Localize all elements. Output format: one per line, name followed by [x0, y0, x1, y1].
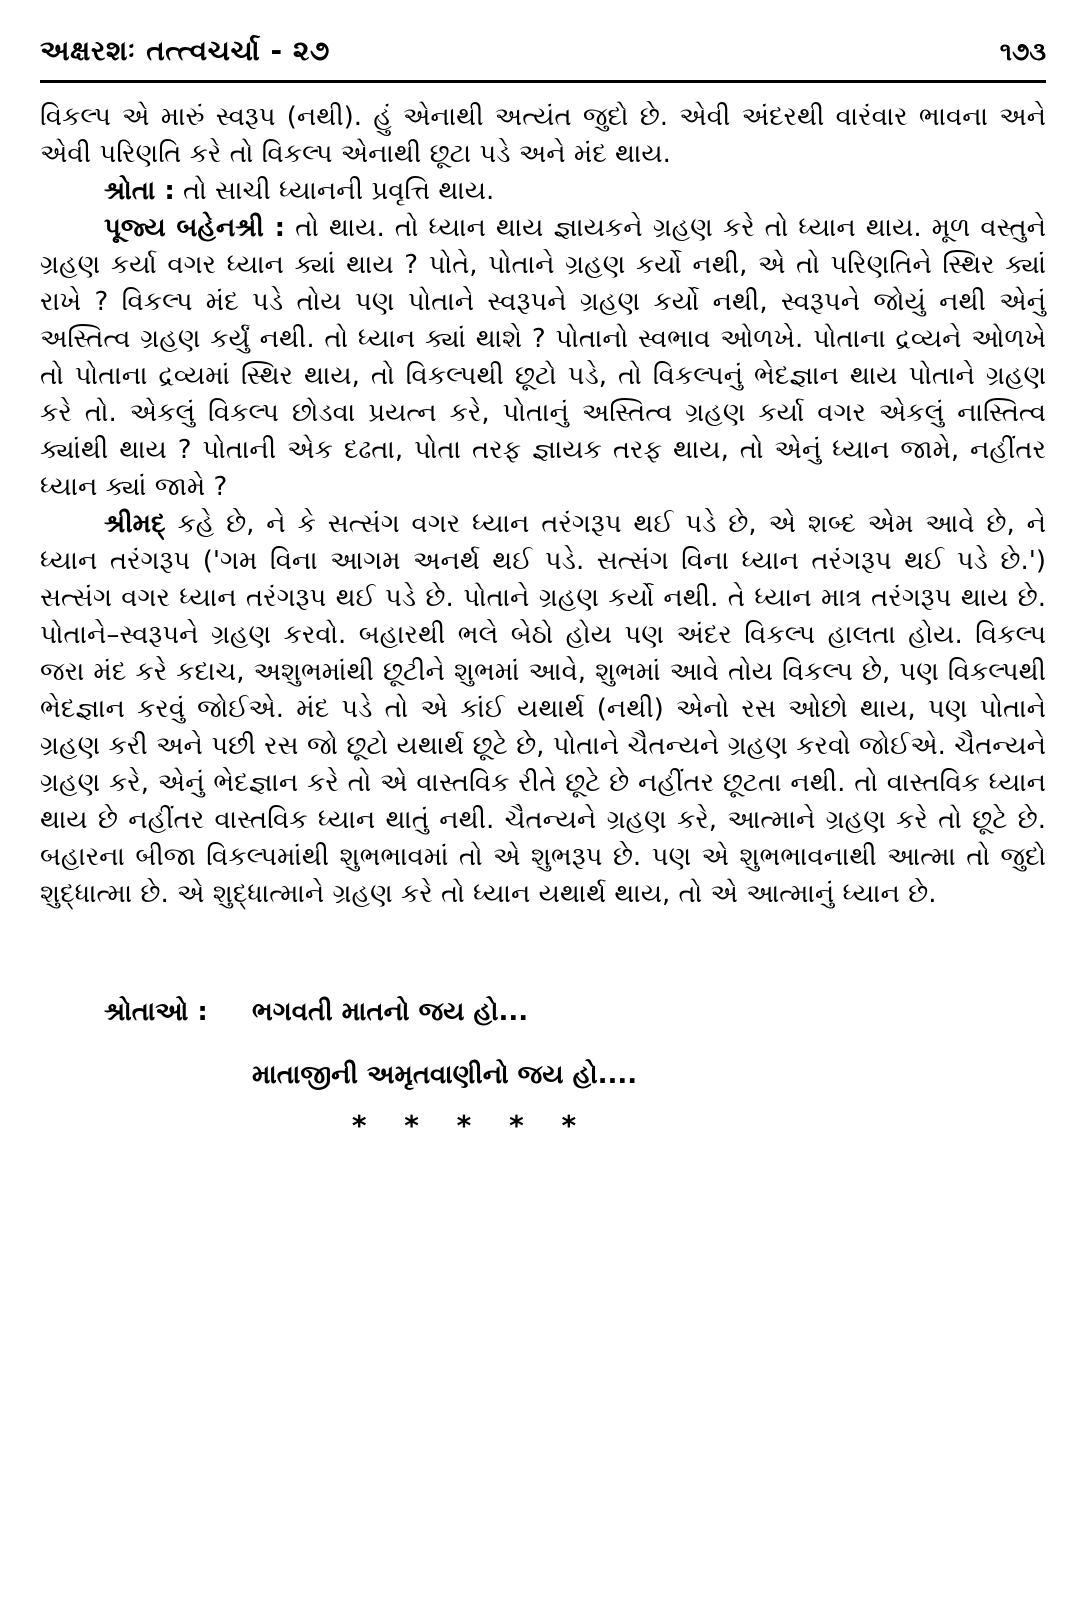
- speaker-label: શ્રોતા :: [104, 176, 175, 206]
- paragraph-continuation: [40, 99, 1046, 173]
- closing-line-1: ભગવતી માતનો જય હો...: [252, 997, 529, 1027]
- chapter-title: અક્ષરશઃ તત્ત્વચર્ચા - ૨૭: [40, 34, 330, 67]
- closing-jai-block: [40, 981, 1046, 1107]
- page-number: ૧૭૩: [999, 37, 1046, 66]
- closing-line-2: માતાજીની અમૃતવાણીનો જય હો....: [252, 1060, 638, 1090]
- closing-lines: [252, 981, 1046, 1107]
- paragraph-text: વિકલ્પ એ મારું સ્વરૂપ (નથી). હું એનાથી અત્યંત જુદો છે. એવી અંદરથી વારંવાર ભાવના અને એવી પરિણતિ કરે તો વિકલ્પ એનાથી છૂટા પડે અને મંદ થાય.: [40, 102, 1046, 169]
- paragraph-shrimad: [40, 506, 1046, 913]
- closing-speaker-label: શ્રોતાઓ :: [104, 997, 208, 1027]
- paragraph-text: તો સાચી ધ્યાનની પ્રવૃત્તિ થાય.: [183, 176, 495, 206]
- section-end-stars: * * * * *: [351, 1109, 591, 1142]
- page-header: [40, 34, 1046, 83]
- paragraph-pujya-bahenshri: [40, 210, 1046, 506]
- paragraph-text: કહે છે, ને કે સત્સંગ વગર ધ્યાન તરંગરૂપ થઈ પડે છે, એ શબ્દ એમ આવે છે, ને ધ્યાન તરંગરૂપ ('ગમ વિના આગમ અનર્થ થઈ પડે. સત્સંગ વિના ધ્યાન તરંગરૂપ થઈ પડે છે.') સત્સંગ વગર ધ્યાન તરંગરૂપ થઈ પડે છે. પોતાને ગ્રહણ કર્યો નથી. તે ધ્યાન માત્ર તરંગરૂપ થાય છે. પોતાને–સ્વરૂપને ગ્રહણ કરવો. બહારથી ભલે બેઠો હોય પણ અંદર વિકલ્પ હાલતા હોય. વિકલ્પ જરા મંદ કરે કદાચ, અશુભમાંથી છૂટીને શુભમાં આવે, શુભમાં આવે તોય વિકલ્પ છે, પણ વિકલ્પથી ભેદજ્ઞાન કરવું જોઈએ. મંદ પડે તો એ કાંઈ યથાર્થ (નથી) એનો રસ ઓછો થાય, પણ પોતાને ગ્રહણ કરી અને પછી રસ જો છૂટો યથાર્થ છૂટે છે, પોતાને ચૈતન્યને ગ્રહણ કરવો જોઈએ. ચૈતન્યને ગ્રહણ કરે, એનું ભેદજ્ઞાન કરે તો એ વાસ્તવિક રીતે છૂટે છે નહીંતર છૂટતા નથી. તો વાસ્તવિક ધ્યાન થાય છે નહીંતર વાસ્તવિક ધ્યાન થાતું નથી. ચૈતન્યને ગ્રહણ કરે, આત્માને ગ્રહણ કરે તો છૂટે છે. બહારના બીજા વિકલ્પમાંથી શુભભાવમાં તો એ શુભરૂપ છે. પણ એ શુભભાવનાથી આત્મા તો જુદો શુદ્ધાત્મા છે. એ શુદ્ધાત્માને ગ્રહણ કરે તો ધ્યાન યથાર્થ થાય, તો એ આત્માનું ધ્યાન છે.: [40, 509, 1046, 909]
- paragraph-shrota: [40, 173, 1046, 210]
- body-text: [40, 99, 1046, 913]
- paragraph-text: તો થાય. તો ધ્યાન થાય જ્ઞાયકને ગ્રહણ કરે તો ધ્યાન થાય. મૂળ વસ્તુને ગ્રહણ કર્યા વગર ધ્યાન ક્યાં થાય ? પોતે, પોતાને ગ્રહણ કર્યો નથી, એ તો પરિણતિને સ્થિર ક્યાં રાખે ? વિકલ્પ મંદ પડે તોય પણ પોતાને સ્વરૂપને ગ્રહણ કર્યો નથી, સ્વરૂપને જોયું નથી એનું અસ્તિત્વ ગ્રહણ કર્યું નથી. તો ધ્યાન ક્યાં થાશે ? પોતાનો સ્વભાવ ઓળખે. પોતાના દ્રવ્યને ઓળખે તો પોતાના દ્રવ્યમાં સ્થિર થાય, તો વિકલ્પથી છૂટો પડે, તો વિકલ્પનું ભેદજ્ઞાન થાય પોતાને ગ્રહણ કરે તો. એકલું વિકલ્પ છોડવા પ્રયત્ન કરે, પોતાનું અસ્તિત્વ ગ્રહણ કર્યા વગર એકલું નાસ્તિત્વ ક્યાંથી થાય ? પોતાની એક દઢતા, પોતા તરફ જ્ઞાયક તરફ થાય, તો એનું ધ્યાન જામે, નહીંતર ધ્યાન ક્યાં જામે ?: [40, 213, 1047, 502]
- speaker-label: પૂજ્ય બહેનશ્રી :: [104, 213, 286, 243]
- speaker-label: શ્રીમદ્: [104, 509, 166, 539]
